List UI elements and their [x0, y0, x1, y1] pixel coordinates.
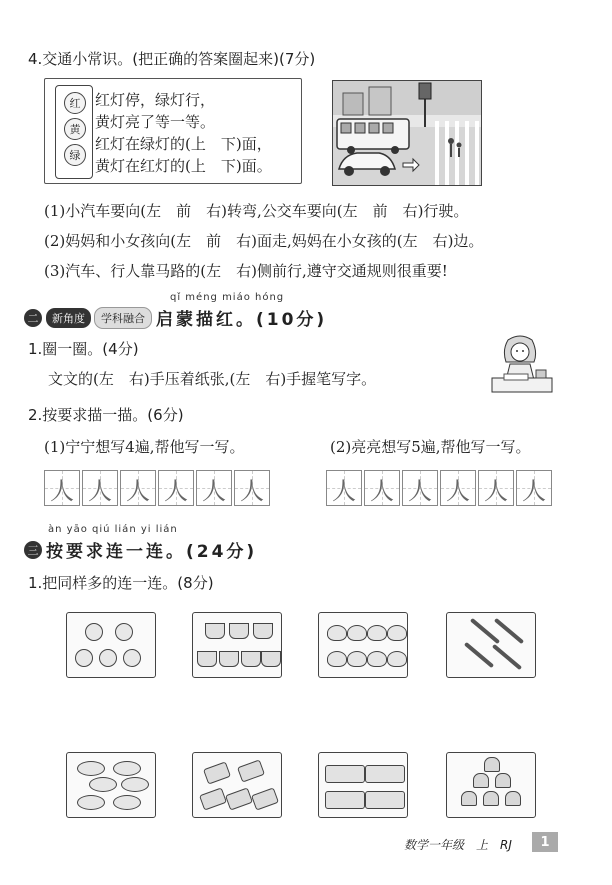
subject-fusion-tag: 学科融合	[94, 307, 152, 329]
peach-icon	[347, 625, 367, 641]
tracing-cell[interactable]: 人	[158, 470, 194, 506]
footer-label: 数学一年级 上 RJ	[404, 838, 512, 852]
cup-icon	[253, 623, 273, 639]
sec2-header	[24, 305, 327, 330]
tracing-cell[interactable]: 人	[44, 470, 80, 506]
tracing-cell[interactable]: 人	[326, 470, 362, 506]
sec3-number-badge: 三	[24, 541, 42, 559]
q4-title: 4.交通小常识。(把正确的答案圈起来)(7分)	[28, 50, 316, 68]
traffic-light-icon	[55, 85, 93, 179]
sec2-q2b-text: (2)亮亮想写5遍,帮他写一写。	[330, 438, 531, 456]
traffic-poem-box	[44, 78, 302, 184]
street-scene-illustration	[332, 80, 482, 186]
apple-icon	[85, 623, 103, 641]
red-light: 红	[64, 92, 86, 114]
oval-icon	[113, 795, 141, 810]
pen-icon	[492, 644, 522, 670]
poem-line-4: 黄灯在红灯的(上 下)面。	[95, 157, 272, 175]
hats-box[interactable]	[446, 752, 536, 818]
cup-icon	[261, 651, 281, 667]
tracing-cell[interactable]: 人	[120, 470, 156, 506]
apple-icon	[99, 649, 117, 667]
sec2-q2-title: 2.按要求描一描。(6分)	[28, 406, 184, 424]
hat-icon	[484, 757, 500, 772]
oval-icon	[77, 795, 105, 810]
new-angle-tag: 新角度	[46, 308, 91, 328]
pencil-case-icon	[325, 791, 365, 809]
apple-icon	[115, 623, 133, 641]
pen-icon	[464, 642, 494, 668]
pens-box[interactable]	[446, 612, 536, 678]
oval-icon	[113, 761, 141, 776]
sec2-number-badge: 二	[24, 309, 42, 327]
tracing-cell[interactable]: 人	[196, 470, 232, 506]
cup-icon	[197, 651, 217, 667]
oval-icon	[77, 761, 105, 776]
eraser-icon	[199, 787, 227, 810]
poem-line-1: 红灯停，绿灯行，	[95, 91, 216, 109]
pencil-case-icon	[365, 765, 405, 783]
tracing-cell[interactable]: 人	[234, 470, 270, 506]
tracing-cell[interactable]: 人	[516, 470, 552, 506]
sec2-q1-text: 文文的(左 右)手压着纸张,(左 右)手握笔写字。	[48, 370, 377, 388]
ovals-box[interactable]	[66, 752, 156, 818]
oval-icon	[121, 777, 149, 792]
cup-icon	[219, 651, 239, 667]
tracing-cell[interactable]: 人	[82, 470, 118, 506]
cup-icon	[229, 623, 249, 639]
peach-icon	[347, 651, 367, 667]
tracing-cell[interactable]: 人	[478, 470, 514, 506]
q4-item-3: (3)汽车、行人靠马路的(左 右)侧前行,遵守交通规则很重要!	[44, 262, 448, 280]
apple-icon	[123, 649, 141, 667]
sec3-header	[24, 537, 257, 562]
sec3-q1-title: 1.把同样多的连一连。(8分)	[28, 574, 214, 592]
sec2-q1-title: 1.圈一圈。(4分)	[28, 340, 139, 358]
eraser-icon	[225, 787, 253, 810]
peaches-box[interactable]	[318, 612, 408, 678]
apples-box[interactable]	[66, 612, 156, 678]
apple-icon	[75, 649, 93, 667]
hat-icon	[473, 773, 489, 788]
peach-icon	[387, 625, 407, 641]
tracing-grid-right	[326, 470, 554, 506]
hat-icon	[495, 773, 511, 788]
sec2-q2a-text: (1)宁宁想写4遍,帮他写一写。	[44, 438, 245, 456]
tracing-cell[interactable]: 人	[364, 470, 400, 506]
page-number: 1	[532, 832, 558, 852]
oval-icon	[89, 777, 117, 792]
sec2-title: 启蒙描红。(10分)	[156, 310, 328, 330]
tracing-cell[interactable]: 人	[440, 470, 476, 506]
cups-box[interactable]	[192, 612, 282, 678]
pencil-cases-box[interactable]	[318, 752, 408, 818]
hat-icon	[505, 791, 521, 806]
peach-icon	[327, 625, 347, 641]
cup-icon	[205, 623, 225, 639]
peach-icon	[387, 651, 407, 667]
poem-line-3: 红灯在绿灯的(上 下)面，	[95, 135, 272, 153]
tracing-cell[interactable]: 人	[402, 470, 438, 506]
eraser-icon	[251, 787, 279, 810]
poem-line-2: 黄灯亮了等一等。	[95, 113, 216, 131]
eraser-icon	[203, 761, 231, 784]
peach-icon	[327, 651, 347, 667]
green-light: 绿	[64, 144, 86, 166]
q4-item-1: (1)小汽车要向(左 前 右)转弯,公交车要向(左 前 右)行驶。	[44, 202, 469, 220]
erasers-box[interactable]	[192, 752, 282, 818]
yellow-light: 黄	[64, 118, 86, 140]
q4-item-2: (2)妈妈和小女孩向(左 前 右)面走,妈妈在小女孩的(左 右)边。	[44, 232, 484, 250]
pencil-case-icon	[365, 791, 405, 809]
sec2-pinyin: qǐ méng miáo hóng	[170, 292, 285, 303]
girl-writing-illustration	[490, 334, 554, 394]
pencil-case-icon	[325, 765, 365, 783]
eraser-icon	[237, 759, 265, 782]
hat-icon	[461, 791, 477, 806]
hat-icon	[483, 791, 499, 806]
sec3-pinyin: àn yāo qiú lián yi lián	[48, 524, 178, 535]
peach-icon	[367, 651, 387, 667]
peach-icon	[367, 625, 387, 641]
cup-icon	[241, 651, 261, 667]
tracing-grid-left	[44, 470, 272, 506]
sec3-title: 按要求连一连。(24分)	[46, 542, 258, 562]
